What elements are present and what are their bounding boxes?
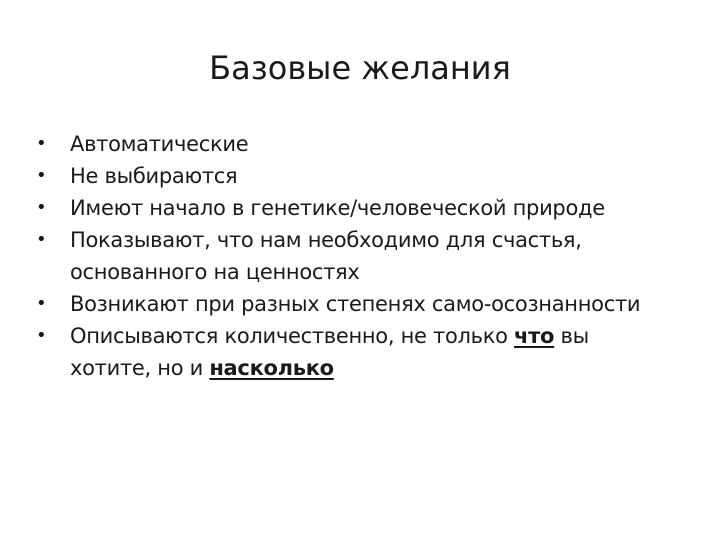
bullet-item-automatic	[36, 128, 676, 160]
bullet-dot: •	[36, 133, 47, 154]
bullet-item-self-awareness	[36, 288, 676, 320]
bullet-text: Показывают, что нам необходимо для счастья, основанного на ценностях	[70, 228, 582, 284]
bullet-dot: •	[36, 229, 47, 250]
emphasis-what: что	[514, 324, 555, 348]
bullet-item-genetic-origin	[36, 192, 676, 224]
bullet-item-quantitative	[36, 320, 676, 384]
bullet-text: Возникают при разных степенях само-осознанности	[70, 292, 641, 316]
bullet-list	[36, 128, 676, 384]
bullet-text: Описываются количественно, не только	[70, 324, 515, 348]
bullet-item-not-chosen	[36, 160, 676, 192]
bullet-dot: •	[36, 197, 47, 218]
bullet-text: Автоматические	[70, 132, 249, 156]
bullet-item-happiness-needs	[36, 224, 676, 288]
bullet-text: Не выбираются	[70, 164, 238, 188]
bullet-text: вы хотите, но и	[70, 324, 589, 380]
bullet-dot: •	[36, 165, 47, 186]
slide-title: Базовые желания	[209, 49, 511, 87]
bullet-text: Имеют начало в генетике/человеческой природе	[70, 196, 605, 220]
bullet-dot: •	[36, 293, 47, 314]
emphasis-how-much: насколько	[209, 356, 334, 380]
bullet-dot: •	[36, 325, 47, 346]
